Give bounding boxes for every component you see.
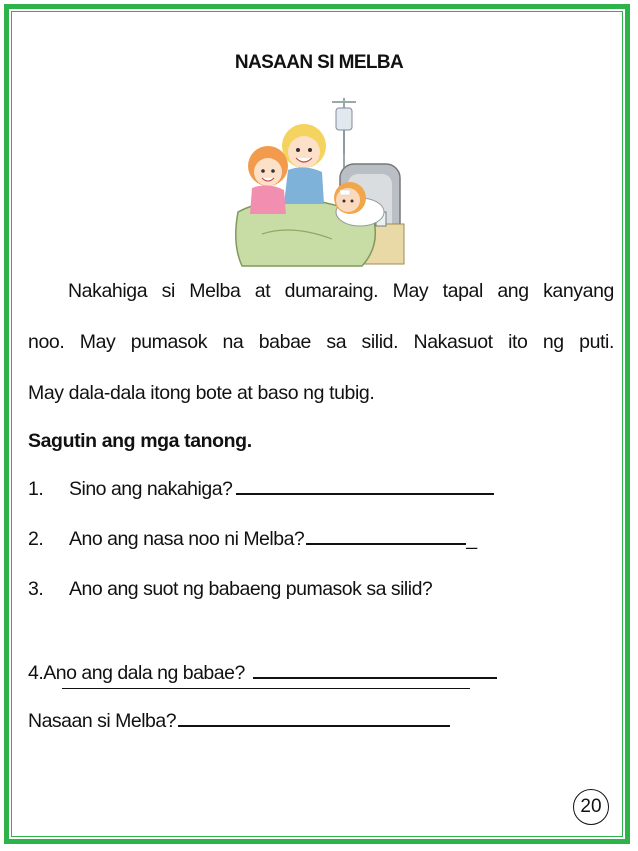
question-text: Nasaan si Melba?: [28, 710, 177, 732]
question-1: [28, 478, 494, 501]
answer-line: [62, 688, 470, 689]
page-number-badge: 20: [573, 789, 609, 825]
answer-blank[interactable]: [236, 492, 494, 495]
story-line-3: May dala-dala itong bote at baso ng tubig.: [28, 382, 375, 404]
answer-blank[interactable]: [253, 676, 497, 679]
instruction-heading: Sagutin ang mga tanong.: [28, 430, 252, 452]
question-number: 1.: [28, 478, 44, 500]
question-text: 4.Ano ang dala ng babae?: [28, 662, 245, 684]
question-text: Ano ang suot ng babaeng pumasok sa silid?: [69, 578, 433, 600]
story-line-2: noo. May pumasok na babae sa silid. Nakasuot ito ng puti.: [28, 331, 614, 353]
question-4: [28, 662, 497, 685]
answer-blank-suffix: _: [466, 528, 477, 550]
question-number: 2.: [28, 528, 44, 550]
question-5: [28, 710, 450, 733]
hospital-visit-illustration: [232, 94, 406, 270]
question-2: [28, 528, 477, 551]
question-3: [28, 578, 432, 601]
answer-blank[interactable]: [306, 542, 466, 545]
question-number: 3.: [28, 578, 44, 600]
question-text: Ano ang nasa noo ni Melba?: [69, 528, 305, 550]
page-title: NASAAN SI MELBA: [234, 52, 404, 73]
story-line-1: Nakahiga si Melba at dumaraing. May tapal ang kanyang: [68, 280, 614, 302]
question-text: Sino ang nakahiga?: [69, 478, 233, 500]
answer-blank[interactable]: [178, 724, 450, 727]
